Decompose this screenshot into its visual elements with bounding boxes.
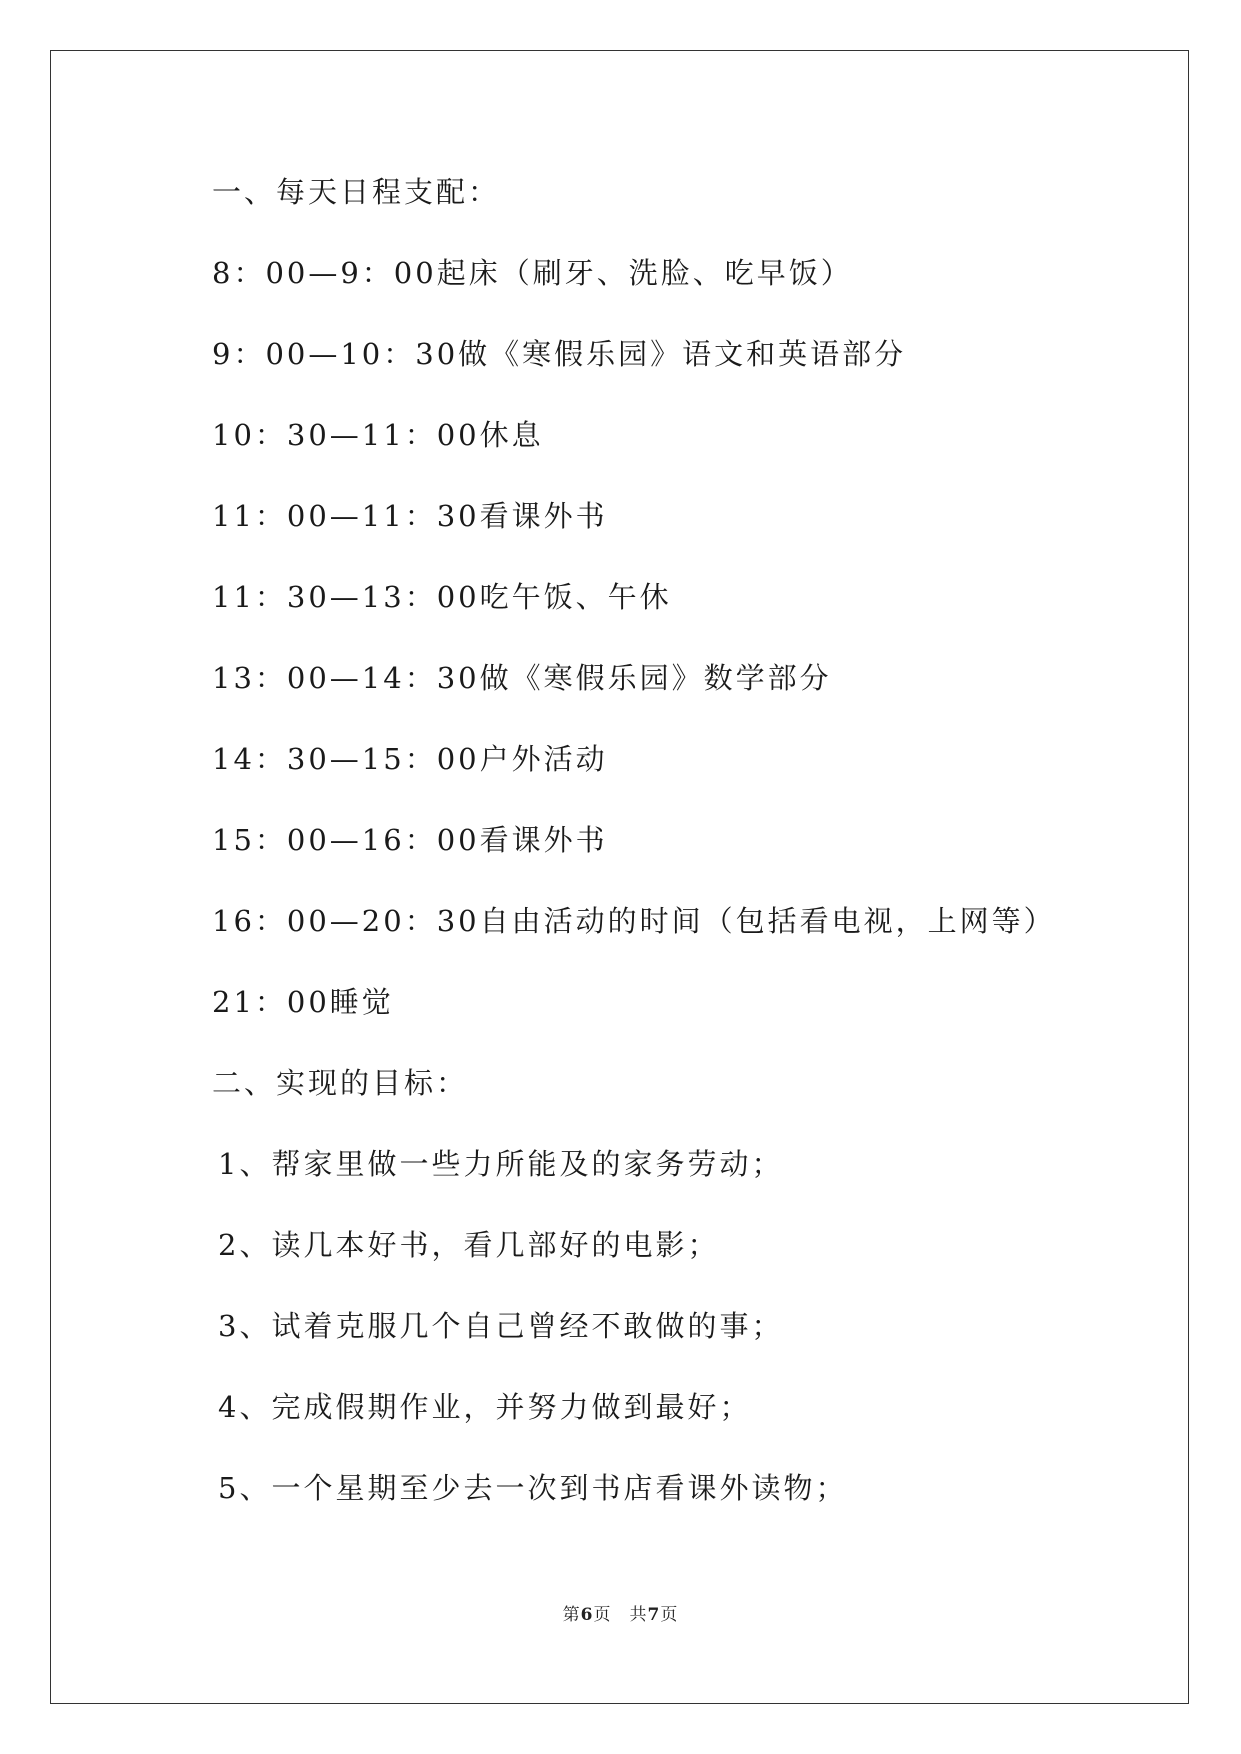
schedule-item: 16：00—20：30自由活动的时间（包括看电视，上网等） bbox=[212, 904, 1056, 938]
schedule-item: 21：00睡觉 bbox=[212, 985, 394, 1019]
schedule-item: 10：30—11：00休息 bbox=[212, 418, 544, 452]
schedule-item: 11：00—11：30看课外书 bbox=[212, 499, 608, 533]
schedule-item: 11：30—13：00吃午饭、午休 bbox=[212, 580, 672, 614]
page-total: 共7页 bbox=[629, 1605, 679, 1625]
goal-item: 3、试着克服几个自己曾经不敢做的事； bbox=[218, 1309, 784, 1343]
goal-item: 5、一个星期至少去一次到书店看课外读物； bbox=[218, 1471, 848, 1505]
goal-item: 1、帮家里做一些力所能及的家务劳动； bbox=[218, 1147, 784, 1181]
page-footer bbox=[0, 1600, 1241, 1625]
goal-item: 2、读几本好书，看几部好的电影； bbox=[218, 1228, 720, 1262]
section-heading-goals: 二、实现的目标： bbox=[212, 1066, 469, 1100]
schedule-item: 13：00—14：30做《寒假乐园》数学部分 bbox=[212, 661, 832, 695]
goal-item: 4、完成假期作业，并努力做到最好； bbox=[218, 1390, 752, 1424]
schedule-item: 8：00—9：00起床（刷牙、洗脸、吃早饭） bbox=[212, 256, 853, 290]
schedule-item: 9：00—10：30做《寒假乐园》语文和英语部分 bbox=[212, 337, 907, 371]
document-body bbox=[212, 170, 1112, 1547]
schedule-item: 14：30—15：00户外活动 bbox=[212, 742, 608, 776]
schedule-item: 15：00—16：00看课外书 bbox=[212, 823, 608, 857]
section-heading-schedule: 一、每天日程支配： bbox=[212, 175, 501, 209]
page-number: 第6页 bbox=[562, 1605, 612, 1625]
